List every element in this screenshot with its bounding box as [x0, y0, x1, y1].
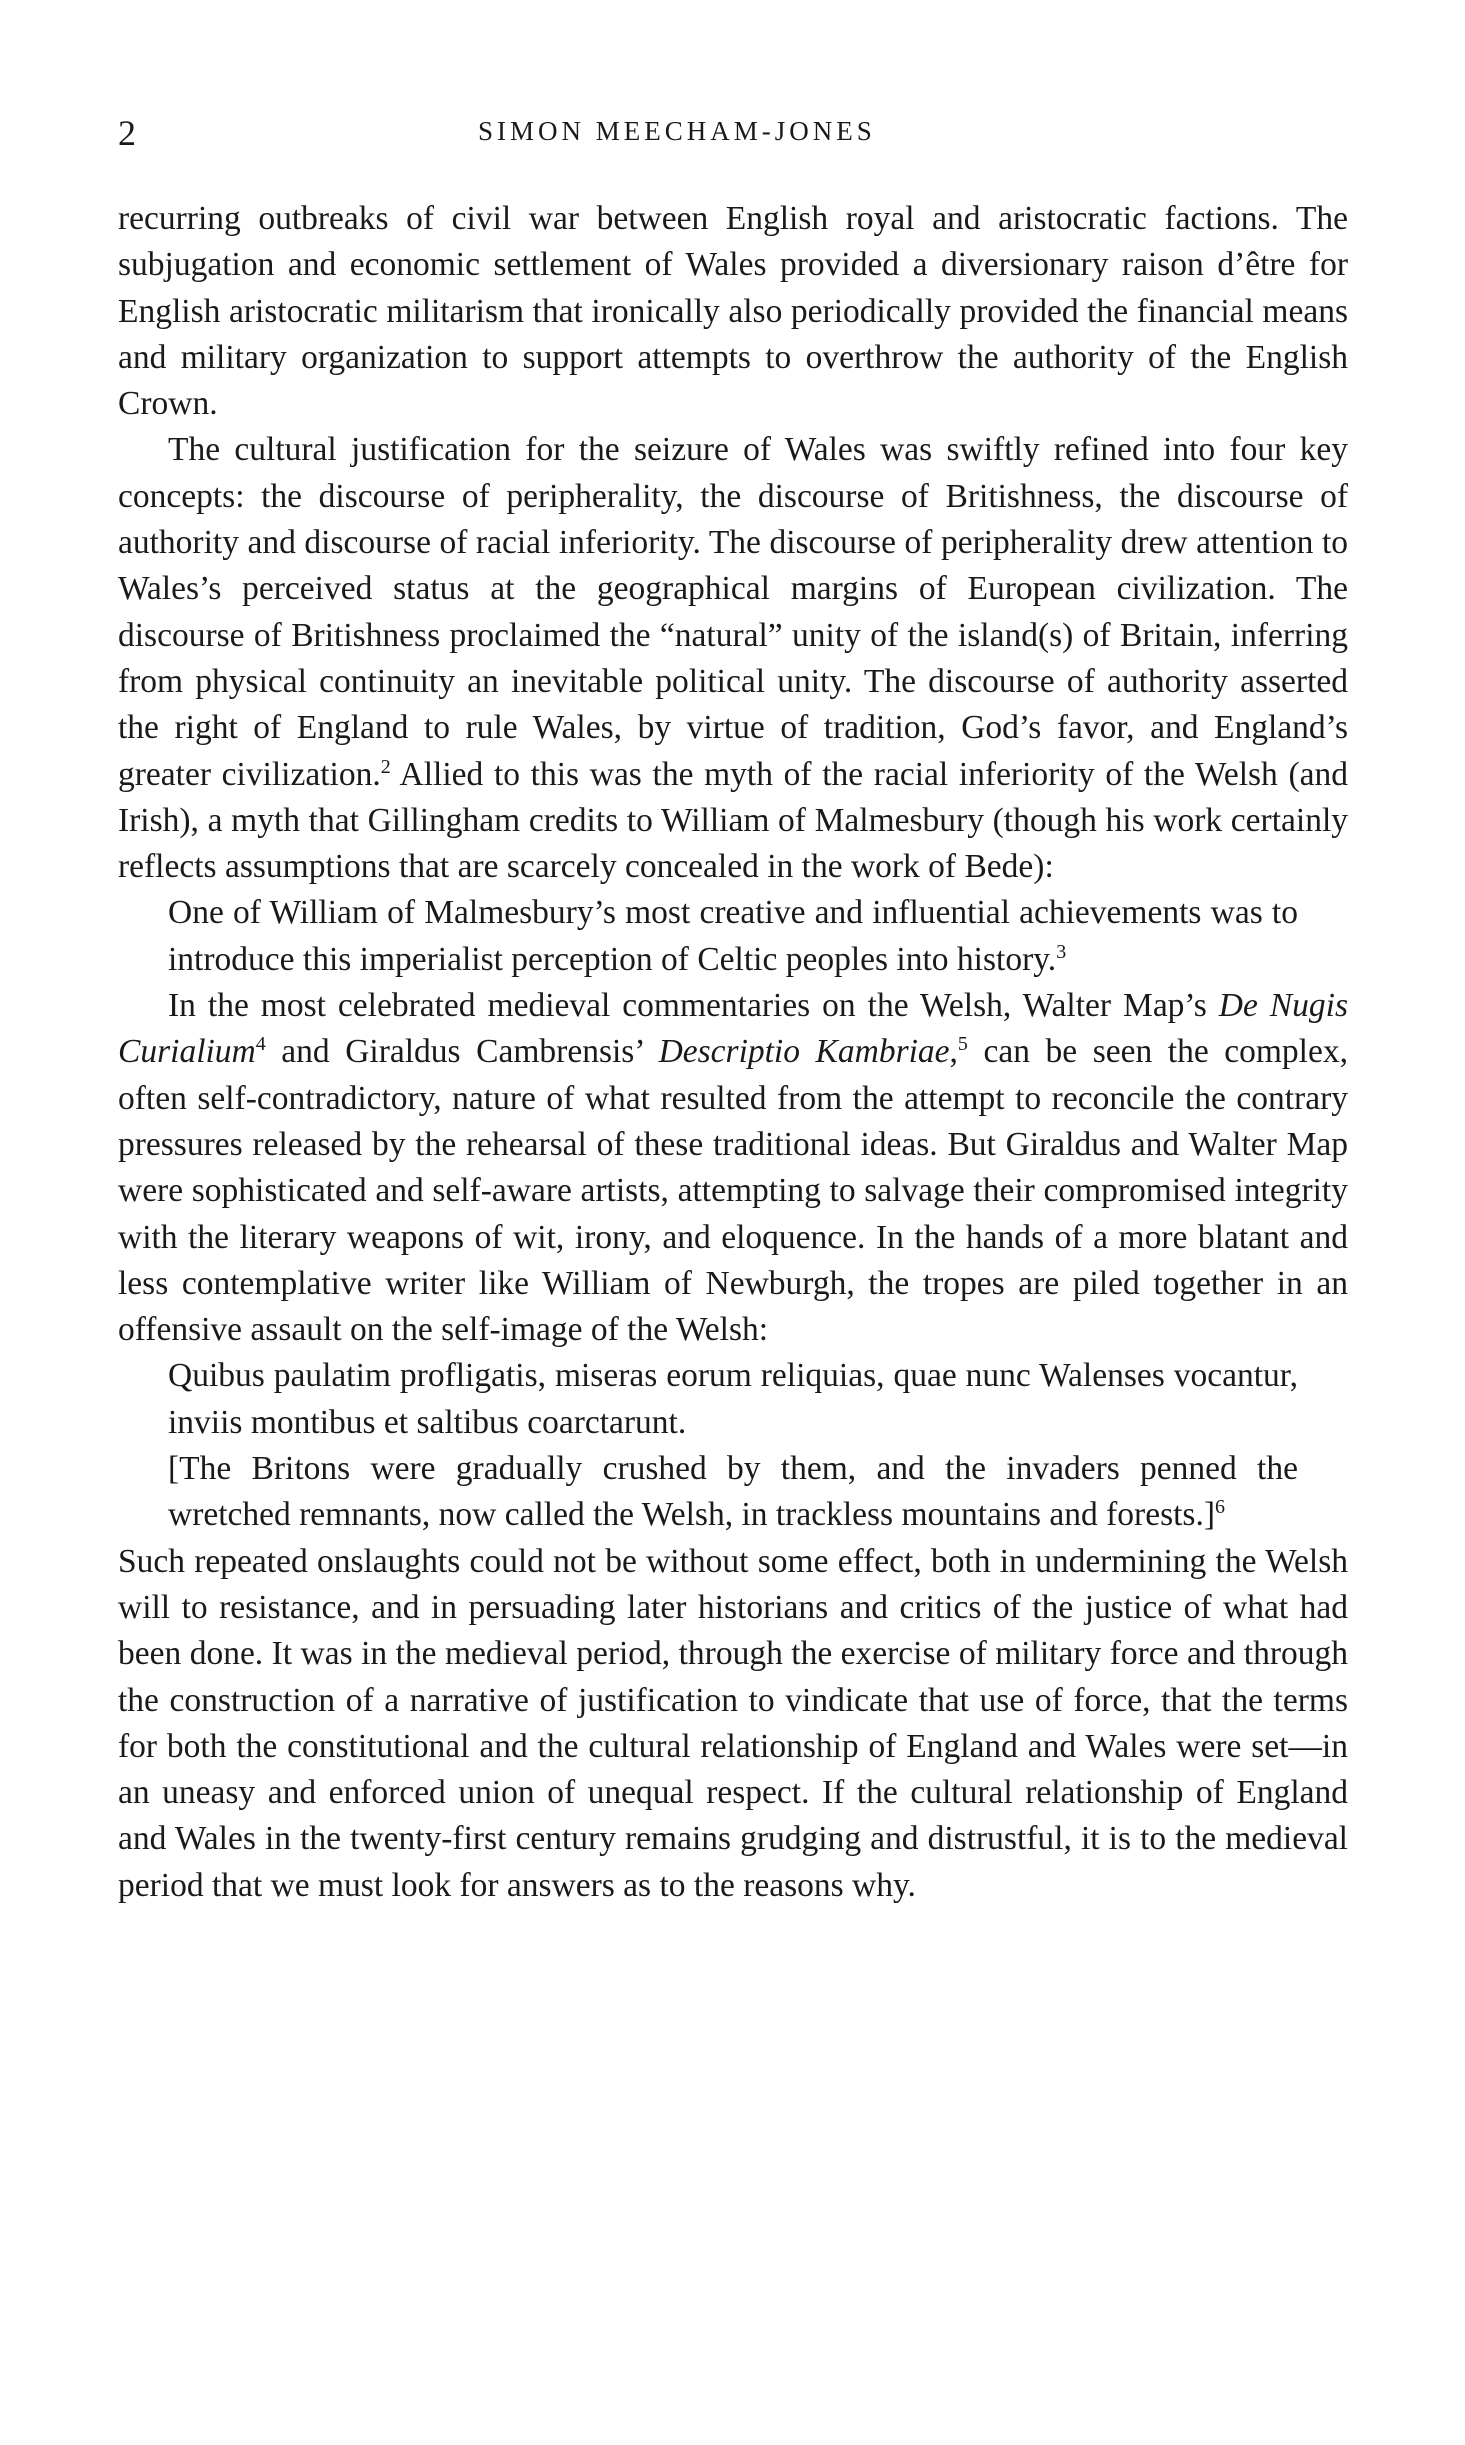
- paragraph-2: [118, 427, 1348, 890]
- block-quote-latin-text: Quibus paulatim profligatis, miseras eorum reliquias, quae nunc Walenses vocantur, inviis montibus et saltibus coarctarunt.: [168, 1357, 1298, 1441]
- running-head: SIMON MEECHAM-JONES: [478, 116, 876, 146]
- footnote-ref-2[interactable]: 2: [380, 755, 391, 778]
- footnote-ref-3[interactable]: 3: [1056, 940, 1067, 963]
- block-quote-translation-text: [The Britons were gradually crushed by them, and the invaders penned the wretched remnants, now called the Welsh, in trackless mountains and forests.]: [168, 1450, 1298, 1534]
- paragraph-2-rest: Allied to this was the myth of the racial inferiority of the Welsh (and Irish), a myth that Gillingham credits to William of Malmesbury (though his work certainly reflects assumptions that are scarcely concealed in the work of Bede):: [118, 755, 1348, 886]
- title-descriptio-kambriae: Descriptio Kambriae: [658, 1033, 950, 1071]
- footnote-ref-6[interactable]: 6: [1215, 1496, 1225, 1519]
- paragraph-4: [118, 1539, 1348, 1909]
- block-quote-latin: [118, 1353, 1348, 1446]
- title-de-nugis-curialium: De Nugis Curialium: [118, 987, 1348, 1071]
- paragraph-3-text-d: can be seen the complex, often self-contradictory, nature of what resulted from the attempt to reconcile the contrary pressures released by the rehearsal of these traditional ideas. But Giraldus and Walter Map were sophisticated and self-aware artists, attempting to salvage their compromised integrity with the literary weapons of wit, irony, and eloquence. In the hands of a more blatant and less contemplative writer like William of Newburgh, the tropes are piled together in an offensive assault on the self-image of the Welsh:: [118, 1033, 1348, 1349]
- block-quote-1-text: One of William of Malmesbury’s most creative and influential achievements was to introduce this imperialist perception of Celtic peoples into history.: [168, 894, 1298, 978]
- paragraph-1: [118, 196, 1348, 427]
- paragraph-3-text-b: and Giraldus Cambrensis’: [265, 1033, 659, 1071]
- page-number: 2: [118, 113, 136, 153]
- block-quote-translation: [118, 1446, 1348, 1539]
- footnote-ref-4[interactable]: 4: [255, 1033, 266, 1056]
- paragraph-3: [118, 983, 1348, 1353]
- paragraph-3-text-a: In the most celebrated medieval commentaries on the Welsh, Walter Map’s: [168, 987, 1219, 1025]
- paragraph-2-text: The cultural justification for the seizure of Wales was swiftly refined into four key concepts: the discourse of peripherality, the discourse of Britishness, the discourse of authority and discourse of racial inferiority. The discourse of peripherality drew attention to Wales’s perceived status at the geographical margins of European civilization. The discourse of Britishness proclaimed the “natural” unity of the island(s) of Britain, inferring from physical continuity an inevitable political unity. The discourse of authority asserted the right of England to rule Wales, by virtue of tradition, God’s favor, and England’s greater civilization.: [118, 431, 1348, 793]
- footnote-ref-5[interactable]: 5: [957, 1033, 968, 1056]
- page-header: [118, 112, 1348, 162]
- block-quote-1: [118, 890, 1348, 983]
- paragraph-1-text: recurring outbreaks of civil war between English royal and aristocratic factions. The subjugation and economic settlement of Wales provided a diversionary raison d’être for English aristocratic militarism that ironically also periodically provided the financial means and military organization to support attempts to overthrow the authority of the English Crown.: [118, 200, 1348, 423]
- paragraph-4-text: Such repeated onslaughts could not be without some effect, both in undermining the Welsh will to resistance, and in persuading later historians and critics of the justice of what had been done. It was in the medieval period, through the exercise of military force and through the construction of a narrative of justification to vindicate that use of force, that the terms for both the constitutional and the cultural relationship of England and Wales were set—in an uneasy and enforced union of unequal respect. If the cultural relationship of England and Wales in the twenty-first century remains grudging and distrustful, it is to the medieval period that we must look for answers as to the reasons why.: [118, 1542, 1348, 1904]
- paragraph-3-comma: ,: [949, 1033, 958, 1071]
- main-text: [118, 196, 1348, 1909]
